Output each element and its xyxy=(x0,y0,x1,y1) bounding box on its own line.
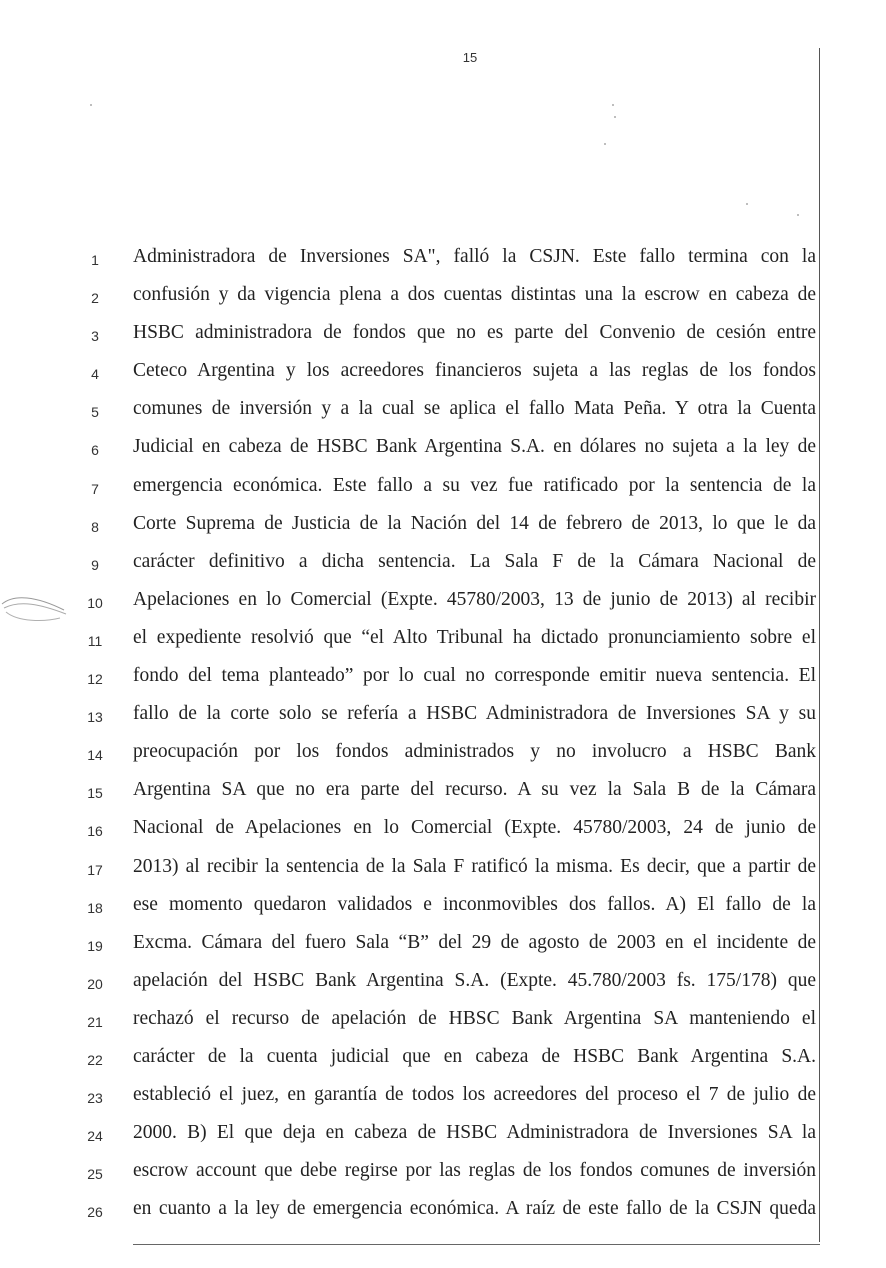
scan-speck xyxy=(612,104,614,106)
text-line: 2013) al recibir la sentencia de la Sala F ratificó la misma. Es decir, que a partir de xyxy=(133,855,816,877)
line-number: 15 xyxy=(87,785,103,802)
text-line: ese momento quedaron validados e inconmovibles dos fallos. A) El fallo de la xyxy=(133,893,816,915)
line-number: 8 xyxy=(91,518,99,535)
margin-scribble-mark xyxy=(0,588,72,628)
scan-speck xyxy=(604,143,606,145)
text-line: Ceteco Argentina y los acreedores financieros sujeta a las reglas de los fondos xyxy=(133,360,816,382)
line-number: 12 xyxy=(87,671,103,688)
scan-speck xyxy=(614,116,616,118)
page-number: 15 xyxy=(462,50,478,65)
line-number: 9 xyxy=(91,556,99,573)
text-line: 2000. B) El que deja en cabeza de HSBC Administradora de Inversiones SA la xyxy=(133,1122,816,1144)
bottom-rule xyxy=(133,1244,820,1245)
text-line: Nacional de Apelaciones en lo Comercial (Expte. 45780/2003, 24 de junio de xyxy=(133,817,816,839)
line-number-column xyxy=(80,246,110,1236)
line-number: 7 xyxy=(91,480,99,497)
text-line: emergencia económica. Este fallo a su vez fue ratificado por la sentencia de la xyxy=(133,474,816,496)
text-line: fondo del tema planteado” por lo cual no corresponde emitir nueva sentencia. El xyxy=(133,665,816,687)
line-number: 16 xyxy=(87,823,103,840)
line-number: 21 xyxy=(87,1013,103,1030)
line-number: 24 xyxy=(87,1128,103,1145)
line-number: 5 xyxy=(91,404,99,421)
scan-speck xyxy=(90,104,92,106)
line-number: 18 xyxy=(87,899,103,916)
line-number: 13 xyxy=(87,709,103,726)
text-line: rechazó el recurso de apelación de HBSC Bank Argentina SA manteniendo el xyxy=(133,1007,816,1029)
scan-speck xyxy=(797,214,799,216)
text-line: Excma. Cámara del fuero Sala “B” del 29 de agosto de 2003 en el incidente de xyxy=(133,931,816,953)
line-number: 3 xyxy=(91,328,99,345)
text-line: estableció el juez, en garantía de todos los acreedores del proceso el 7 de julio de xyxy=(133,1084,816,1106)
text-line: preocupación por los fondos administrados y no involucro a HSBC Bank xyxy=(133,741,816,763)
line-number: 6 xyxy=(91,442,99,459)
text-line: fallo de la corte solo se refería a HSBC Administradora de Inversiones SA y su xyxy=(133,703,816,725)
line-number: 19 xyxy=(87,937,103,954)
line-number: 1 xyxy=(91,252,99,268)
line-number: 11 xyxy=(87,632,103,649)
line-number: 4 xyxy=(91,366,99,383)
text-line: Corte Suprema de Justicia de la Nación del 14 de febrero de 2013, lo que le da xyxy=(133,512,816,534)
body-text xyxy=(133,243,816,1233)
line-number: 23 xyxy=(87,1090,103,1107)
text-line: apelación del HSBC Bank Argentina S.A. (Expte. 45.780/2003 fs. 175/178) que xyxy=(133,969,816,991)
text-line: HSBC administradora de fondos que no es parte del Convenio de cesión entre xyxy=(133,322,816,344)
line-number: 20 xyxy=(87,975,103,992)
text-line: en cuanto a la ley de emergencia económica. A raíz de este fallo de la CSJN queda xyxy=(133,1198,816,1220)
line-number: 22 xyxy=(87,1051,103,1068)
text-line: carácter de la cuenta judicial que en cabeza de HSBC Bank Argentina S.A. xyxy=(133,1045,816,1067)
line-number: 25 xyxy=(87,1166,103,1183)
text-line: el expediente resolvió que “el Alto Tribunal ha dictado pronunciamiento sobre el xyxy=(133,626,816,648)
text-line: carácter definitivo a dicha sentencia. La Sala F de la Cámara Nacional de xyxy=(133,550,816,572)
scan-speck xyxy=(746,203,748,205)
line-number: 14 xyxy=(87,747,103,764)
text-line: confusión y da vigencia plena a dos cuentas distintas una la escrow en cabeza de xyxy=(133,284,816,306)
text-line: escrow account que debe regirse por las reglas de los fondos comunes de inversión xyxy=(133,1160,816,1182)
line-number: 26 xyxy=(87,1204,103,1221)
text-line: Argentina SA que no era parte del recurso. A su vez la Sala B de la Cámara xyxy=(133,779,816,801)
line-number: 2 xyxy=(91,290,99,307)
text-line: comunes de inversión y a la cual se aplica el fallo Mata Peña. Y otra la Cuenta xyxy=(133,398,816,420)
line-number: 17 xyxy=(87,861,103,878)
text-line: Administradora de Inversiones SA", falló la CSJN. Este fallo termina con la xyxy=(133,246,816,267)
text-line: Apelaciones en lo Comercial (Expte. 45780/2003, 13 de junio de 2013) al recibir xyxy=(133,588,816,610)
text-line: Judicial en cabeza de HSBC Bank Argentina S.A. en dólares no sujeta a la ley de xyxy=(133,436,816,458)
right-margin-rule xyxy=(819,48,820,1242)
line-number: 10 xyxy=(87,594,103,611)
